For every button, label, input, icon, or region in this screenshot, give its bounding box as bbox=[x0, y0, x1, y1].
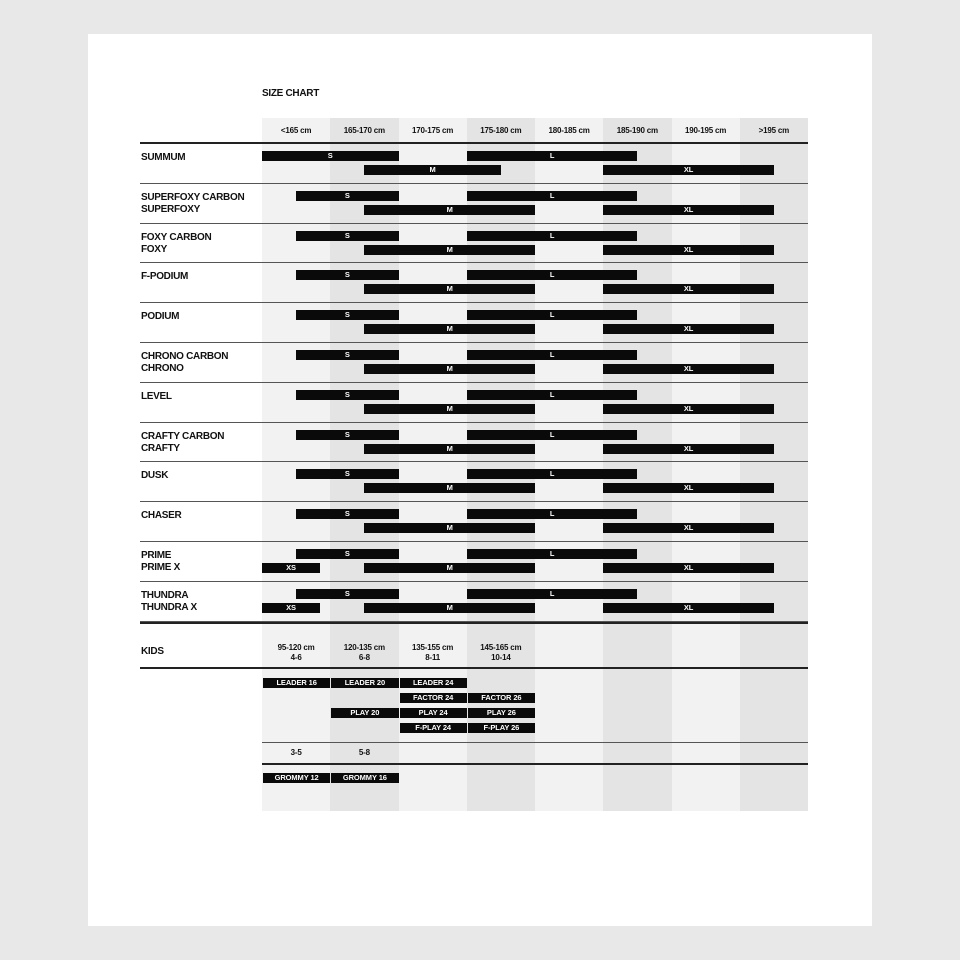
kids-bike-bar: LEADER 16 bbox=[263, 678, 330, 688]
size-bar-m: M bbox=[364, 205, 535, 215]
kids-bike-bar: LEADER 24 bbox=[400, 678, 467, 688]
height-column-header: >195 cm bbox=[758, 126, 790, 135]
size-bar-l: L bbox=[467, 509, 638, 519]
model-name bbox=[141, 311, 179, 323]
row-divider bbox=[140, 581, 808, 582]
size-bar-s: S bbox=[296, 390, 398, 400]
size-bar-m: M bbox=[364, 444, 535, 454]
size-bar-s: S bbox=[296, 430, 398, 440]
size-bar-m: M bbox=[364, 364, 535, 374]
kids-height-header bbox=[467, 643, 535, 663]
size-bar-m: M bbox=[364, 483, 535, 493]
height-column-header: <165 cm bbox=[280, 126, 312, 135]
row-divider bbox=[140, 382, 808, 383]
size-bar-l: L bbox=[467, 589, 638, 599]
model-name-line: THUNDRA X bbox=[141, 601, 197, 613]
size-bar-l: L bbox=[467, 390, 638, 400]
model-name bbox=[141, 510, 181, 522]
model-name-line: THUNDRA bbox=[141, 589, 189, 601]
model-name-line: PRIME X bbox=[141, 562, 181, 573]
size-bar-l: L bbox=[467, 191, 638, 201]
size-bar-xl: XL bbox=[603, 324, 774, 334]
size-bar-m: M bbox=[364, 603, 535, 613]
size-bar-l: L bbox=[467, 310, 638, 320]
size-bar-m: M bbox=[364, 245, 535, 255]
size-bar-xl: XL bbox=[603, 245, 774, 255]
model-name bbox=[141, 470, 168, 482]
grommy-bike-bar: GROMMY 16 bbox=[331, 773, 398, 783]
model-name-line: PODIUM bbox=[141, 311, 180, 323]
page-title: SIZE CHART bbox=[262, 88, 320, 99]
model-name bbox=[141, 232, 211, 256]
size-bar-xs: XS bbox=[262, 603, 320, 613]
size-bar-m: M bbox=[364, 523, 535, 533]
size-bar-m: M bbox=[364, 324, 535, 334]
row-divider bbox=[140, 422, 808, 423]
model-name-line: CHRONO CARBON bbox=[141, 351, 229, 362]
model-name bbox=[141, 152, 185, 164]
model-name-line: DUSK bbox=[141, 470, 169, 482]
model-name bbox=[141, 271, 188, 283]
size-bar-l: L bbox=[467, 350, 638, 360]
size-bar-s: S bbox=[296, 231, 398, 241]
size-bar-xl: XL bbox=[603, 364, 774, 374]
row-divider bbox=[140, 223, 808, 224]
kids-height-range: 120-135 cm bbox=[343, 643, 385, 652]
size-bar-l: L bbox=[467, 151, 638, 161]
size-bar-s: S bbox=[296, 270, 398, 280]
kids-bike-bar: LEADER 20 bbox=[331, 678, 398, 688]
grommy-bike-bar: GROMMY 12 bbox=[263, 773, 330, 783]
kids-height-header bbox=[262, 643, 330, 663]
model-name-line: FOXY CARBON bbox=[141, 231, 212, 243]
model-name-line: PRIME bbox=[141, 550, 172, 561]
size-bar-s: S bbox=[296, 469, 398, 479]
size-bar-xl: XL bbox=[603, 444, 774, 454]
size-bar-l: L bbox=[467, 430, 638, 440]
kids-section-label: KIDS bbox=[141, 646, 164, 657]
row-divider bbox=[140, 262, 808, 263]
kids-height-range: 135-155 cm bbox=[412, 643, 454, 652]
size-bar-l: L bbox=[467, 469, 638, 479]
size-bar-m: M bbox=[364, 404, 535, 414]
height-column-header: 170-175 cm bbox=[412, 126, 454, 135]
size-bar-l: L bbox=[467, 549, 638, 559]
size-bar-m: M bbox=[364, 165, 501, 175]
row-divider bbox=[140, 461, 808, 462]
model-name-line: LEVEL bbox=[141, 390, 172, 402]
size-bar-xs: XS bbox=[262, 563, 320, 573]
size-bar-xl: XL bbox=[603, 523, 774, 533]
kids-divider-header bbox=[140, 667, 808, 669]
kids-age-range: 6-8 bbox=[358, 653, 370, 662]
size-bar-xl: XL bbox=[603, 483, 774, 493]
kids-bike-bar: F-PLAY 24 bbox=[400, 723, 467, 733]
size-bar-xl: XL bbox=[603, 404, 774, 414]
size-bar-m: M bbox=[364, 284, 535, 294]
kids-height-range: 95-120 cm bbox=[277, 643, 315, 652]
header-divider bbox=[140, 142, 808, 144]
kids-bike-bar: PLAY 24 bbox=[400, 708, 467, 718]
row-divider bbox=[140, 541, 808, 542]
size-bar-l: L bbox=[467, 270, 638, 280]
height-column-header: 175-180 cm bbox=[480, 126, 522, 135]
size-bar-s: S bbox=[296, 549, 398, 559]
size-bar-s: S bbox=[262, 151, 399, 161]
kids-height-header bbox=[330, 643, 398, 663]
model-name-line: CRAFTY CARBON bbox=[141, 430, 225, 442]
grommy-age-header: 3-5 bbox=[290, 748, 302, 757]
model-name-line: F-PODIUM bbox=[141, 271, 189, 283]
size-bar-s: S bbox=[296, 589, 398, 599]
kids-age-range: 4-6 bbox=[290, 653, 302, 662]
model-name-line: FOXY bbox=[141, 243, 168, 255]
kids-bike-bar: FACTOR 26 bbox=[468, 693, 535, 703]
kids-bike-bar: FACTOR 24 bbox=[400, 693, 467, 703]
size-bar-xl: XL bbox=[603, 603, 774, 613]
kids-bike-bar: F-PLAY 26 bbox=[468, 723, 535, 733]
grommy-age-header: 5-8 bbox=[358, 748, 370, 757]
kids-height-header bbox=[399, 643, 467, 663]
row-divider bbox=[140, 342, 808, 343]
size-bar-xl: XL bbox=[603, 563, 774, 573]
height-column-header: 165-170 cm bbox=[343, 126, 385, 135]
model-name bbox=[141, 590, 197, 614]
kids-bike-bar: PLAY 20 bbox=[331, 708, 398, 718]
row-divider bbox=[140, 501, 808, 502]
kids-bike-bar: PLAY 26 bbox=[468, 708, 535, 718]
size-bar-s: S bbox=[296, 350, 398, 360]
model-name-line: SUMMUM bbox=[141, 152, 186, 163]
size-bar-s: S bbox=[296, 191, 398, 201]
model-name bbox=[141, 351, 228, 375]
row-divider bbox=[140, 302, 808, 303]
height-column-header: 180-185 cm bbox=[548, 126, 590, 135]
model-name-line: SUPERFOXY bbox=[141, 203, 200, 215]
size-bar-xl: XL bbox=[603, 165, 774, 175]
size-bar-xl: XL bbox=[603, 284, 774, 294]
height-column-header: 185-190 cm bbox=[616, 126, 658, 135]
size-bar-s: S bbox=[296, 509, 398, 519]
model-name-line: CHRONO bbox=[141, 363, 184, 374]
model-name bbox=[141, 431, 224, 455]
model-name-line: CRAFTY bbox=[141, 442, 180, 454]
size-bar-s: S bbox=[296, 310, 398, 320]
kids-height-range: 145-165 cm bbox=[480, 643, 522, 652]
model-name bbox=[141, 192, 244, 216]
kids-divider-top bbox=[140, 622, 808, 624]
height-column-header: 190-195 cm bbox=[685, 126, 727, 135]
grommy-divider-top bbox=[262, 742, 808, 743]
model-name-line: CHASER bbox=[141, 510, 182, 522]
model-name bbox=[141, 550, 180, 574]
model-name bbox=[141, 391, 172, 403]
size-bar-m: M bbox=[364, 563, 535, 573]
model-name-line: SUPERFOXY CARBON bbox=[141, 191, 245, 203]
kids-age-range: 10-14 bbox=[491, 653, 511, 662]
row-divider bbox=[140, 183, 808, 184]
size-bar-xl: XL bbox=[603, 205, 774, 215]
size-bar-l: L bbox=[467, 231, 638, 241]
grommy-divider-bottom bbox=[262, 763, 808, 765]
kids-age-range: 8-11 bbox=[425, 653, 441, 662]
